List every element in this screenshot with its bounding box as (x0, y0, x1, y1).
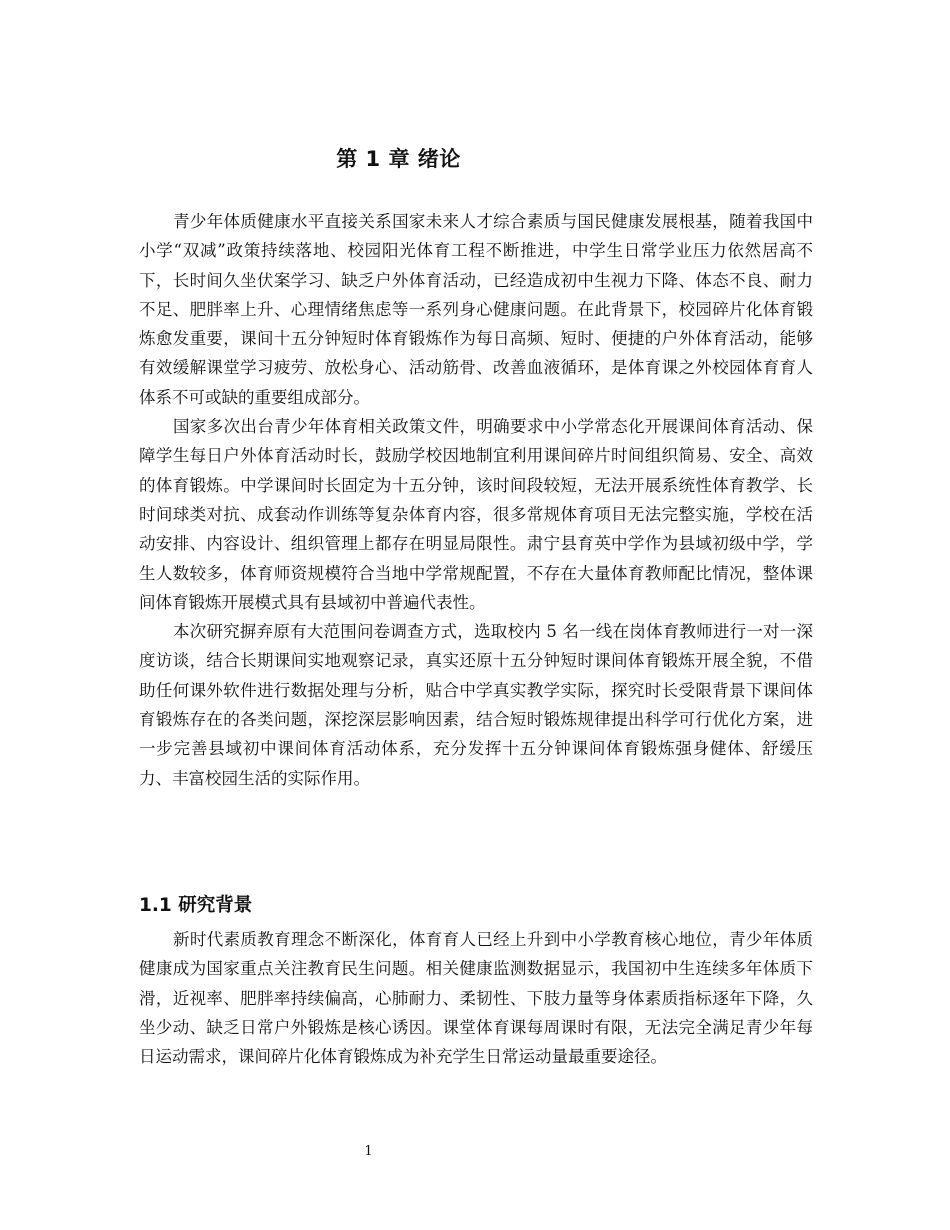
background-section (139, 925, 813, 1071)
page-number: 1 (364, 1144, 373, 1159)
chapter-title: 第 1 章 绪论 (336, 147, 461, 171)
background-paragraph-1: 新时代素质教育理念不断深化，体育育人已经上升到中小学教育核心地位，青少年体质健康成为国家重点关注教育民生问题。相关健康监测数据显示，我国初中生连续多年体质下滑，近视率、肥胖率持续偏高，心肺耐力、柔韧性、下肢力量等身体素质指标逐年下降，久坐少动、缺乏日常户外锻炼是核心诱因。课堂体育课每周课时有限，无法完全满足青少年每日运动需求，课间碎片化体育锻炼成为补充学生日常运动量最重要途径。 (139, 930, 813, 1067)
intro-paragraph-1: 青少年体质健康水平直接关系国家未来人才综合素质与国民健康发展根基，随着我国中小学“双减”政策持续落地、校园阳光体育工程不断推进，中学生日常学业压力依然居高不下，长时间久坐伏案学习、缺乏户外体育活动，已经造成初中生视力下降、体态不良、耐力不足、肥胖率上升、心理情绪焦虑等一系列身心健康问题。在此背景下，校园碎片化体育锻炼愈发重要，课间十五分钟短时体育锻炼作为每日高频、短时、便捷的户外体育活动，能够有效缓解课堂学习疲劳、放松身心、活动筋骨、改善血液循环，是体育课之外校园体育育人体系不可或缺的重要组成部分。 (139, 212, 813, 407)
section-heading-research-background: 1.1 研究背景 (139, 895, 253, 916)
intro-paragraph-2: 国家多次出台青少年体育相关政策文件，明确要求中小学常态化开展课间体育活动、保障学生每日户外体育活动时长，鼓励学校因地制宜利用课间碎片时间组织简易、安全、高效的体育锻炼。中学课间时长固定为十五分钟，该时间段较短，无法开展系统性体育教学、长时间球类对抗、成套动作训练等复杂体育内容，很多常规体育项目无法完整实施，学校在活动安排、内容设计、组织管理上都存在明显局限性。肃宁县育英中学作为县域初级中学，学生人数较多，体育师资规模符合当地中学常规配置，不存在大量体育教师配比情况，整体课间体育锻炼开展模式具有县域初中普遍代表性。 (139, 417, 813, 612)
intro-paragraph-3: 本次研究摒弃原有大范围问卷调查方式，选取校内 5 名一线在岗体育教师进行一对一深度访谈，结合长期课间实地观察记录，真实还原十五分钟短时课间体育锻炼开展全貌，不借助任何课外软件进行数据处理与分析，贴合中学真实教学实际，探究时长受限背景下课间体育锻炼存在的各类问题，深挖深层影响因素，结合短时锻炼规律提出科学可行优化方案，进一步完善县域初中课间体育活动体系，充分发挥十五分钟课间体育锻炼强身健体、舒缓压力、丰富校园生活的实际作用。 (139, 622, 813, 788)
intro-section (139, 207, 813, 793)
